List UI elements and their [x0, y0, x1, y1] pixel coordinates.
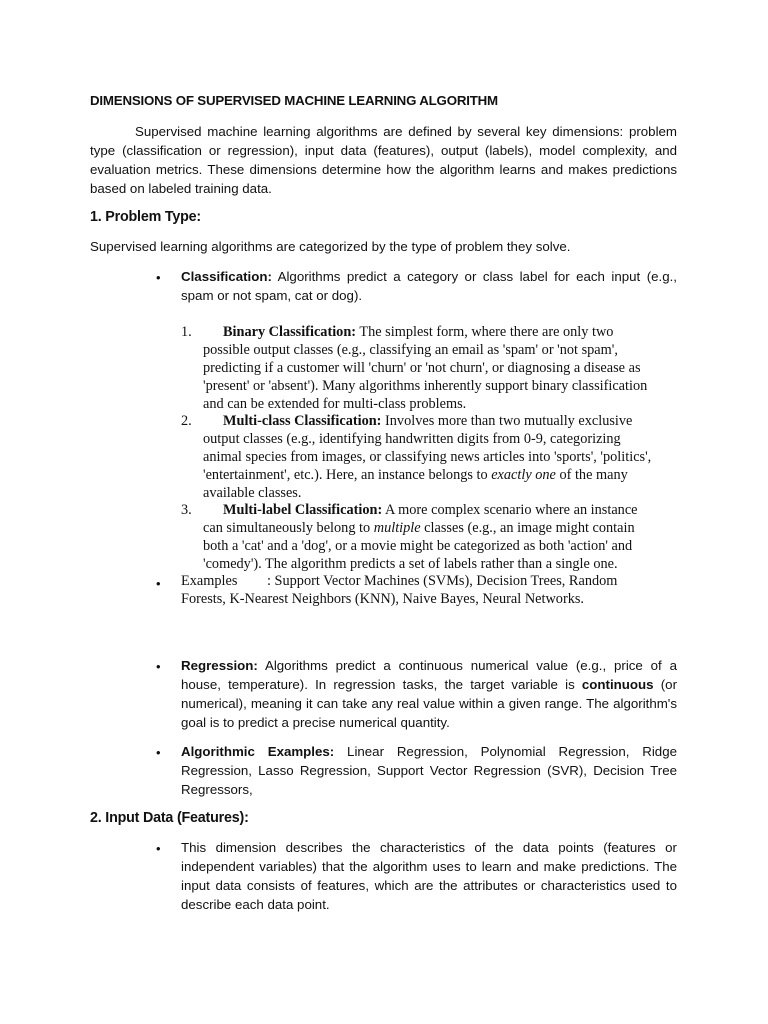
- emphasis-text: multiple: [373, 520, 421, 536]
- regression-text: (or numerical), meaning it can take any real value within a given range. The algorithm's goal is to predict a precise numerical quantity.: [181, 677, 677, 730]
- numbered-item-binary: [181, 323, 663, 413]
- binary-label: Binary Classification:: [223, 324, 357, 340]
- multiclass-line: available classes.: [203, 485, 302, 501]
- intro-paragraph: Supervised machine learning algorithms are defined by several key dimensions: problem type (classification or regression), input data (features), output (labels), model complexity, and evaluation metrics. These dimensions determine how the algorithm learns and makes predictions based on labeled training data.: [90, 124, 677, 196]
- multilabel-line-text: classes (e.g., an image might contain: [420, 520, 635, 536]
- multilabel-line: both a 'cat' and a 'dog', or a movie might be categorized as both 'action' and: [203, 538, 633, 554]
- binary-line: and can be extended for multi-class problems.: [203, 396, 467, 412]
- multiclass-line: [181, 466, 663, 484]
- multiclass-line-text: of the many: [555, 467, 628, 483]
- list-number: 2.: [181, 413, 192, 429]
- examples-label: Examples: [181, 573, 238, 589]
- classification-bullet: [181, 267, 677, 305]
- algorithmic-examples-label: Algorithmic Examples:: [181, 744, 335, 759]
- multilabel-line: A more complex scenario where an instance: [382, 502, 638, 518]
- binary-line: possible output classes (e.g., classifying an email as 'spam' or 'not spam',: [203, 342, 618, 358]
- classification-text: Algorithms predict a category or class label for each input (e.g., spam or not spam, cat or dog).: [181, 269, 677, 303]
- bullet-marker: •: [156, 841, 161, 856]
- emphasis-text: exactly one: [491, 467, 556, 483]
- multiclass-line-text: 'entertainment', etc.). Here, an instance belongs to: [203, 467, 492, 483]
- regression-bullet: [181, 656, 677, 732]
- section-heading-input-data: 2. Input Data (Features):: [90, 810, 249, 826]
- bullet-marker: •: [156, 576, 161, 591]
- binary-line: 'present' or 'absent'). Many algorithms inherently support binary classification: [203, 378, 648, 394]
- section-lead: Supervised learning algorithms are categorized by the type of problem they solve.: [90, 239, 571, 254]
- examples-bullet: [181, 572, 677, 608]
- input-data-bullet: This dimension describes the characteristics of the data points (features or independent variables) that the algorithm uses to learn and make predictions. The input data consists of features, which are the attributes or characteristics used to describe each data point.: [181, 840, 677, 912]
- continuous-emphasis: continuous: [581, 677, 654, 692]
- bullet-marker: •: [156, 745, 161, 760]
- list-number: 3.: [181, 502, 192, 518]
- numbered-item-multiclass: [181, 412, 663, 502]
- regression-text: Algorithms predict a continuous numerical value (e.g., price of a house, temperature). In regression tasks, the target variable is: [181, 658, 677, 692]
- examples-line: Forests, K-Nearest Neighbors (KNN), Naive Bayes, Neural Networks.: [181, 591, 584, 607]
- examples-line: : Support Vector Machines (SVMs), Decision Trees, Random: [267, 573, 618, 589]
- multiclass-line: animal species from images, or classifying news articles into 'sports', 'politics',: [203, 449, 652, 465]
- bullet-marker: •: [156, 270, 161, 285]
- multiclass-line: output classes (e.g., identifying handwritten digits from 0-9, categorizing: [203, 431, 621, 447]
- binary-line: The simplest form, where there are only two: [356, 324, 614, 340]
- numbered-item-multilabel: [181, 501, 663, 573]
- multilabel-line: [181, 519, 663, 537]
- algorithmic-examples-bullet: [181, 742, 677, 799]
- regression-label: Regression:: [181, 658, 258, 673]
- binary-line: predicting if a customer will 'churn' or 'not churn', or diagnosing a disease as: [203, 360, 641, 376]
- classification-label: Classification:: [181, 269, 272, 284]
- section-heading-problem-type: 1. Problem Type:: [90, 209, 201, 225]
- document-title: DIMENSIONS OF SUPERVISED MACHINE LEARNING ALGORITHM: [90, 93, 498, 108]
- multiclass-label: Multi-class Classification:: [223, 413, 382, 429]
- multilabel-line-text: can simultaneously belong to: [203, 520, 374, 536]
- list-number: 1.: [181, 324, 192, 340]
- algorithmic-examples-text: Linear Regression, Polynomial Regression, Ridge Regression, Lasso Regression, Support Vector Regression (SVR), Decision Tree Regressors,: [181, 744, 677, 797]
- multiclass-line: Involves more than two mutually exclusive: [381, 413, 633, 429]
- multilabel-label: Multi-label Classification:: [223, 502, 383, 518]
- bullet-marker: •: [156, 659, 161, 674]
- multilabel-line: 'comedy'). The algorithm predicts a set of labels rather than a single one.: [203, 556, 618, 572]
